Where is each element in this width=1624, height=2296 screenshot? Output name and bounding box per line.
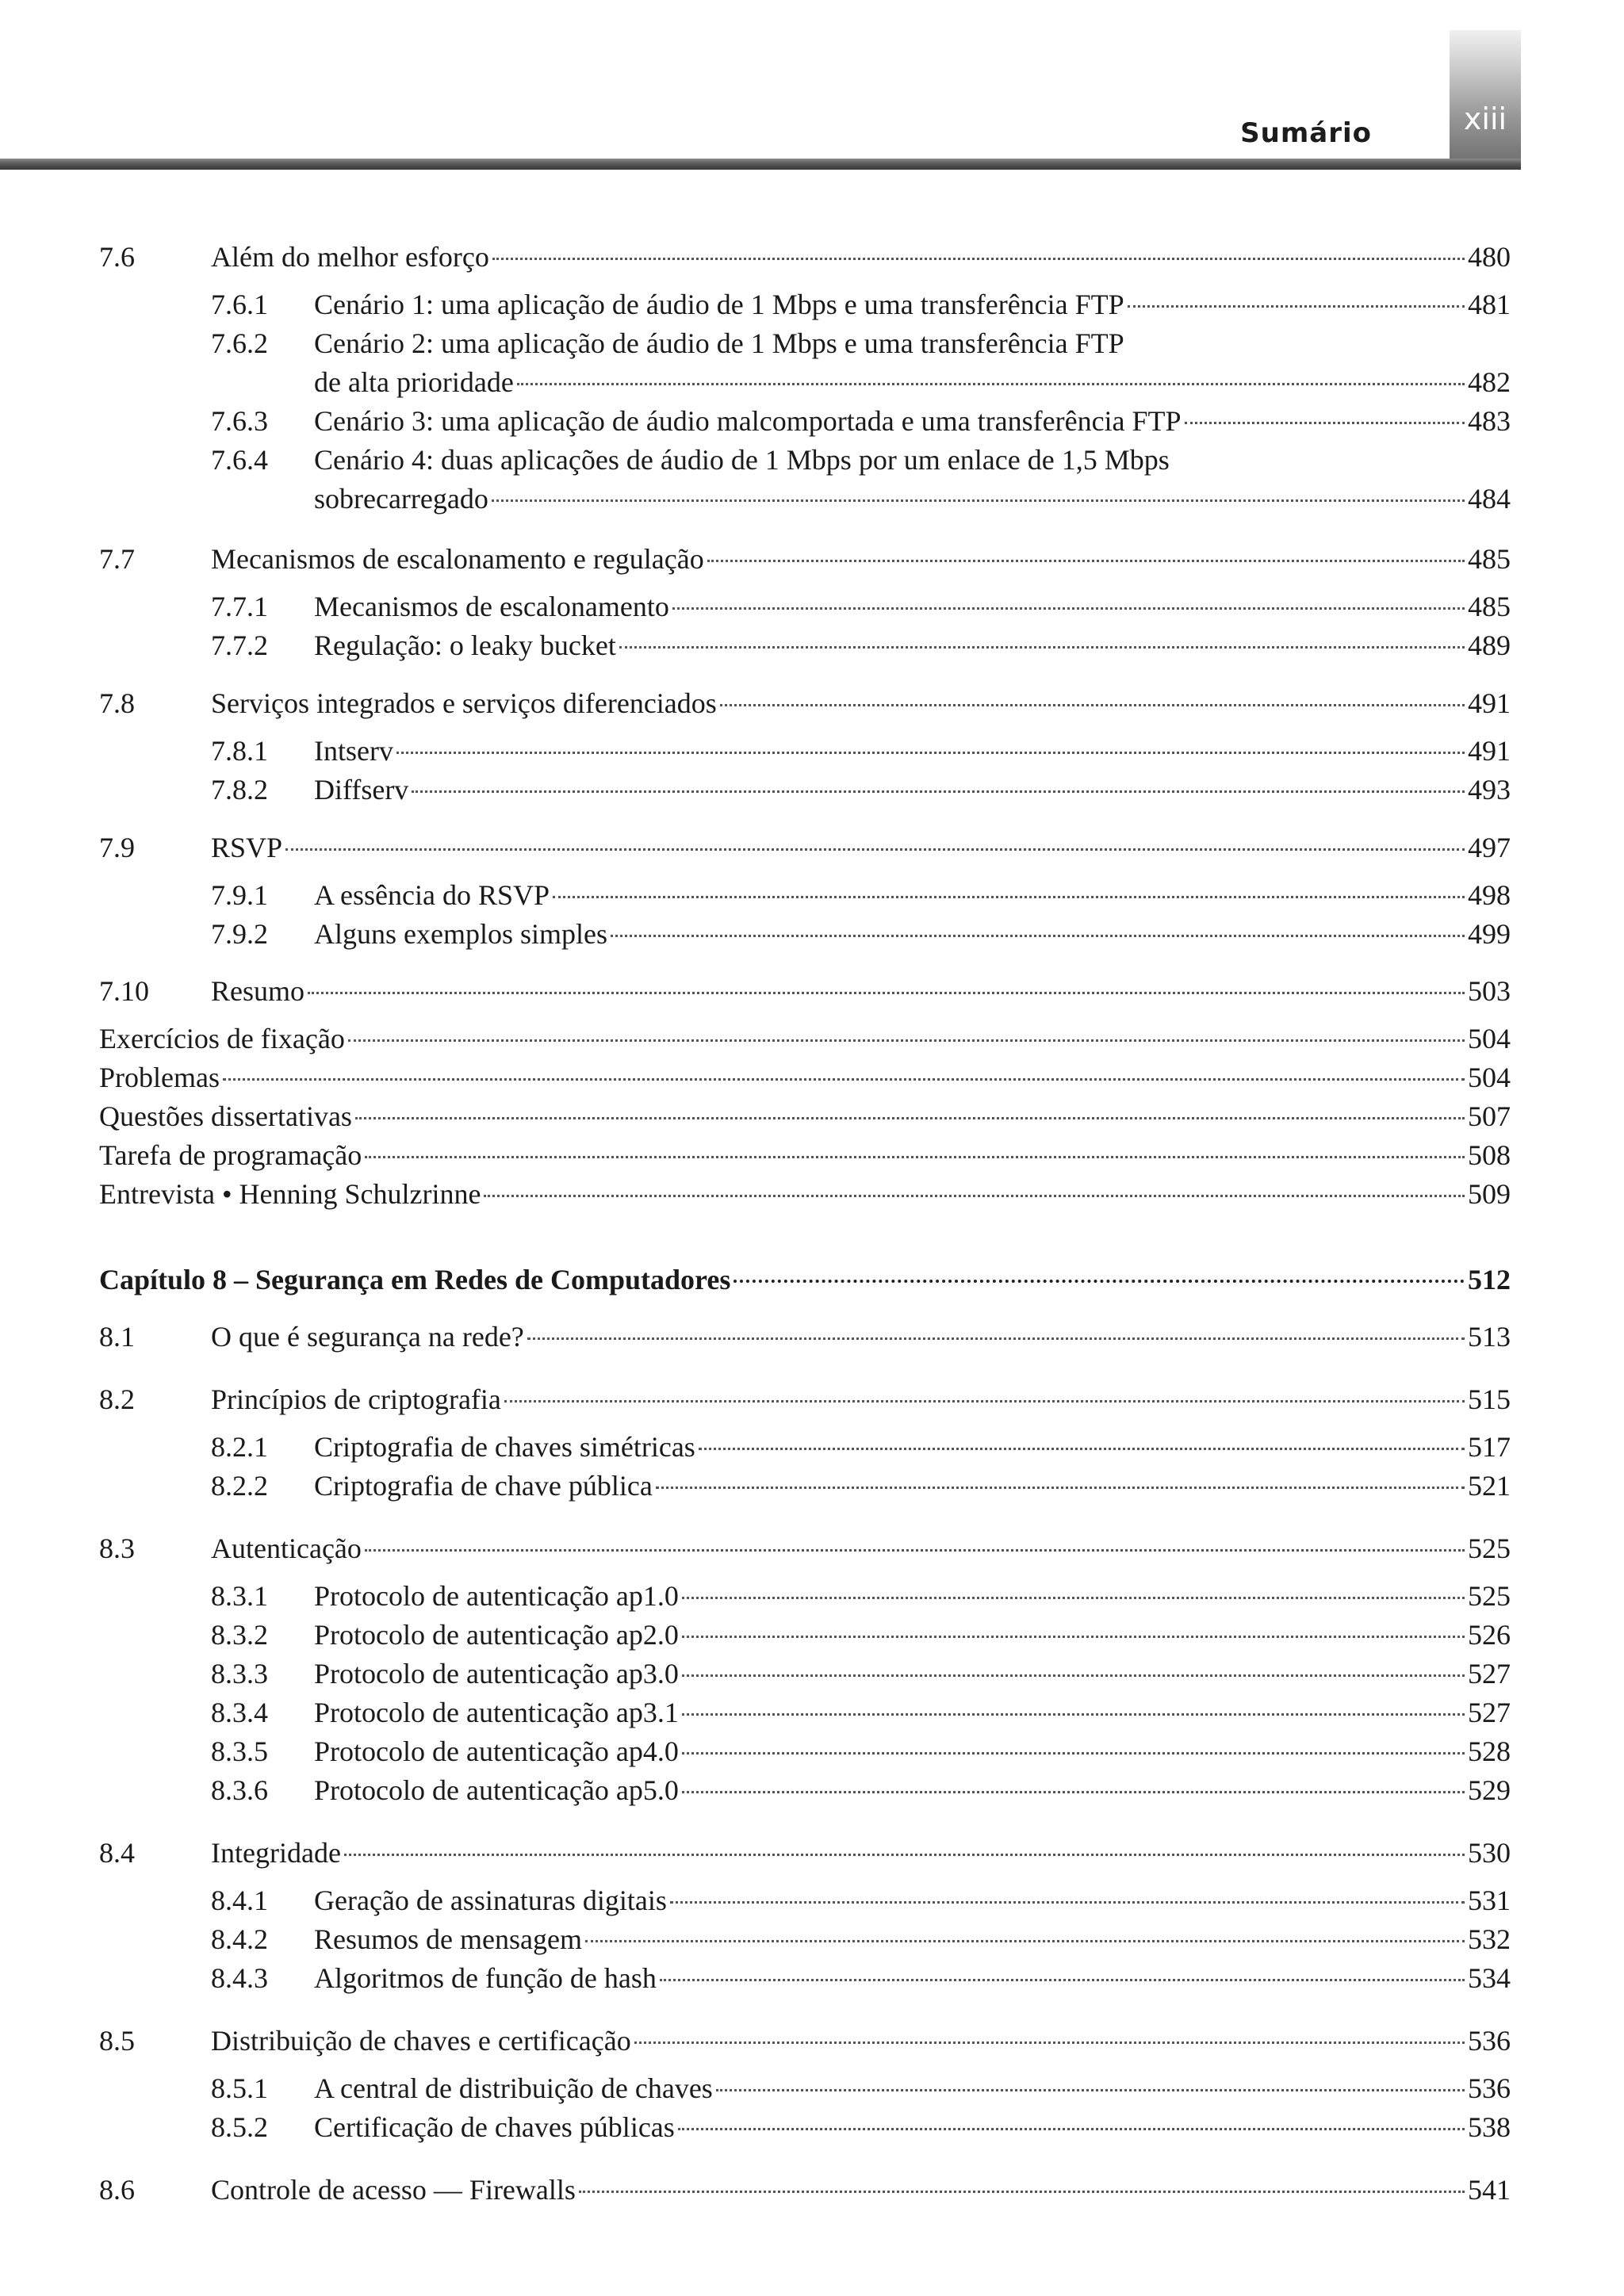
toc-page: 509	[1468, 1178, 1511, 1210]
toc-entry-7-6-3	[0, 402, 1511, 440]
toc-entry-8-3-6	[0, 1771, 1511, 1809]
dot-leader	[517, 382, 1465, 385]
toc-page: 504	[1468, 1062, 1511, 1093]
dot-leader	[660, 1978, 1465, 1981]
toc-number: 7.9.1	[211, 879, 268, 911]
toc-number: 8.4	[99, 1837, 135, 1869]
dot-leader	[223, 1077, 1465, 1081]
toc-page: 530	[1468, 1837, 1511, 1869]
dot-leader	[412, 790, 1465, 793]
toc-title: Diffserv	[314, 774, 409, 806]
toc-page: 499	[1468, 918, 1511, 950]
toc-title: O que é segurança na rede?	[211, 1321, 524, 1353]
toc-title: Cenário 2: uma aplicação de áudio de 1 Mbps e uma transferência FTP	[314, 327, 1124, 359]
toc-number: 7.6.3	[211, 405, 268, 437]
toc-page: 484	[1468, 483, 1511, 515]
dot-leader	[670, 1900, 1465, 1904]
toc-entry-8-4	[0, 1834, 1511, 1872]
toc-entry-8-1	[0, 1318, 1511, 1356]
toc-entry-8-3-3	[0, 1655, 1511, 1693]
toc-number: 7.6.1	[211, 289, 268, 320]
dot-leader	[553, 895, 1465, 898]
toc-number: 8.3	[99, 1533, 135, 1564]
dot-leader	[344, 1853, 1465, 1856]
dot-leader	[492, 499, 1465, 502]
toc-page: 528	[1468, 1735, 1511, 1767]
toc-page: 491	[1468, 735, 1511, 767]
dot-leader	[682, 1596, 1465, 1599]
toc-page: 534	[1468, 1962, 1511, 1994]
toc-page: 541	[1468, 2174, 1511, 2206]
toc-number: 7.9	[99, 832, 135, 863]
dot-leader	[1128, 304, 1465, 308]
toc-chapter-8	[0, 1261, 1511, 1299]
toc-title: Mecanismos de escalonamento	[314, 591, 669, 622]
toc-title: Questões dissertativas	[99, 1100, 352, 1132]
toc-number: 7.8.1	[211, 735, 268, 767]
toc-entry-7-8-1	[0, 732, 1511, 770]
toc-title: Protocolo de autenticação ap3.1	[314, 1697, 679, 1728]
dot-leader	[619, 645, 1465, 649]
toc-entry-8-2-1	[0, 1428, 1511, 1466]
toc-entry-8-3-1	[0, 1577, 1511, 1615]
toc-entry-8-3	[0, 1529, 1511, 1567]
running-header-title: Sumário	[1240, 117, 1372, 149]
toc-entry-8-2-2	[0, 1467, 1511, 1505]
toc-number: 7.6	[99, 241, 135, 273]
toc-page: 503	[1468, 975, 1511, 1007]
toc-entry-8-4-1	[0, 1881, 1511, 1919]
toc-page: 489	[1468, 629, 1511, 661]
toc-page: 521	[1468, 1470, 1511, 1502]
toc-entry-8-3-4	[0, 1693, 1511, 1732]
toc-title: Princípios de criptografia	[211, 1383, 501, 1415]
toc-page: 504	[1468, 1023, 1511, 1054]
toc-page: 507	[1468, 1100, 1511, 1132]
toc-page: 491	[1468, 687, 1511, 719]
toc-entry-8-4-2	[0, 1920, 1511, 1958]
toc-entry-8-4-3	[0, 1959, 1511, 1997]
toc-title: Entrevista • Henning Schulzrinne	[99, 1178, 481, 1210]
toc-number: 8.4.3	[211, 1962, 268, 1994]
toc-entry-8-5-1	[0, 2069, 1511, 2107]
toc-number: 8.3.5	[211, 1735, 268, 1767]
toc-title: Protocolo de autenticação ap3.0	[314, 1658, 679, 1689]
dot-leader	[504, 1399, 1465, 1402]
dot-leader	[682, 1674, 1465, 1677]
toc-number: 8.3.6	[211, 1774, 268, 1806]
toc-page: 493	[1468, 774, 1511, 806]
toc-entry-8-5	[0, 2022, 1511, 2060]
toc-page: 508	[1468, 1139, 1511, 1171]
toc-entry-7-10	[0, 972, 1511, 1010]
toc-entry-8-5-2	[0, 2108, 1511, 2146]
toc-entry-7-9	[0, 828, 1511, 867]
toc-title: Criptografia de chaves simétricas	[314, 1431, 695, 1463]
toc-page: 481	[1468, 289, 1511, 320]
toc-entry-entrevista	[0, 1175, 1511, 1213]
dot-leader	[656, 1486, 1465, 1489]
toc-page: 485	[1468, 591, 1511, 622]
dot-leader	[396, 751, 1465, 754]
toc-title: Resumo	[211, 975, 305, 1007]
toc-entry-7-6	[0, 238, 1511, 276]
toc-number: 8.3.4	[211, 1697, 268, 1728]
toc-title: Distribuição de chaves e certificação	[211, 2025, 631, 2057]
toc-number: 7.6.2	[211, 327, 268, 359]
toc-title: A central de distribuição de chaves	[314, 2072, 713, 2104]
toc-number: 8.2.1	[211, 1431, 268, 1463]
toc-entry-8-3-5	[0, 1732, 1511, 1770]
toc-page: 513	[1468, 1321, 1511, 1353]
toc-title: Geração de assinaturas digitais	[314, 1885, 667, 1916]
toc-title: Serviços integrados e serviços diferenciados	[211, 687, 717, 719]
dot-leader	[682, 1790, 1465, 1793]
toc-entry-7-6-2	[0, 324, 1511, 362]
toc-page: 517	[1468, 1431, 1511, 1463]
toc-page: 532	[1468, 1923, 1511, 1955]
toc-page: 531	[1468, 1885, 1511, 1916]
dot-leader	[492, 257, 1465, 260]
toc-number: 8.5.2	[211, 2111, 268, 2143]
toc-number: 7.7	[99, 543, 135, 575]
dot-leader	[308, 991, 1465, 994]
dot-leader	[634, 2041, 1465, 2044]
toc-title: Cenário 1: uma aplicação de áudio de 1 Mbps e uma transferência FTP	[314, 289, 1124, 320]
toc-entry-tarefa	[0, 1136, 1511, 1174]
toc-title: Certificação de chaves públicas	[314, 2111, 675, 2143]
toc-title: Regulação: o leaky bucket	[314, 629, 616, 661]
toc-title: RSVP	[211, 832, 283, 863]
toc-title: sobrecarregado	[314, 483, 488, 515]
toc-number: 8.3.3	[211, 1658, 268, 1689]
dot-leader	[672, 607, 1465, 610]
toc-title: Criptografia de chave pública	[314, 1470, 653, 1502]
toc-number: 8.5.1	[211, 2072, 268, 2104]
toc-page: 483	[1468, 405, 1511, 437]
toc-number: 7.8	[99, 687, 135, 719]
dot-leader	[611, 934, 1465, 937]
toc-entry-7-7	[0, 540, 1511, 578]
toc-page: 526	[1468, 1619, 1511, 1651]
toc-title: Intserv	[314, 735, 393, 767]
toc-number: 7.8.2	[211, 774, 268, 806]
dot-leader	[720, 703, 1465, 706]
dot-leader	[707, 559, 1465, 562]
toc-entry-7-6-1	[0, 285, 1511, 323]
toc-entry-7-8-2	[0, 771, 1511, 809]
toc-number: 7.6.4	[211, 444, 268, 476]
dot-leader	[585, 1939, 1465, 1942]
toc-page: 525	[1468, 1580, 1511, 1612]
toc-page: 527	[1468, 1658, 1511, 1689]
toc-number: 7.7.2	[211, 629, 268, 661]
toc-title: Além do melhor esforço	[211, 241, 489, 273]
dot-leader	[733, 1279, 1465, 1283]
toc-entry-7-7-1	[0, 587, 1511, 626]
dot-leader	[579, 2190, 1465, 2193]
toc-entry-exercicios	[0, 1020, 1511, 1058]
toc-entry-7-6-2-continued	[0, 363, 1511, 401]
toc-title: Problemas	[99, 1062, 220, 1093]
toc-entry-8-3-2	[0, 1616, 1511, 1654]
toc-page: 525	[1468, 1533, 1511, 1564]
toc-page: 498	[1468, 879, 1511, 911]
toc-chapter-title: Capítulo 8 – Segurança em Redes de Computadores	[99, 1264, 731, 1295]
toc-number: 8.5	[99, 2025, 135, 2057]
toc-page: 482	[1468, 366, 1511, 398]
toc-title: Protocolo de autenticação ap2.0	[314, 1619, 679, 1651]
toc-title: de alta prioridade	[314, 366, 514, 398]
dot-leader	[355, 1116, 1465, 1119]
toc-number: 8.4.1	[211, 1885, 268, 1916]
toc-title: Integridade	[211, 1837, 341, 1869]
toc-entry-questoes	[0, 1097, 1511, 1135]
toc-entry-7-6-4	[0, 441, 1511, 479]
dot-leader	[365, 1155, 1465, 1158]
toc-entry-7-9-2	[0, 915, 1511, 953]
toc-page: 536	[1468, 2025, 1511, 2057]
toc-title: Controle de acesso — Firewalls	[211, 2174, 576, 2206]
toc-title: Protocolo de autenticação ap1.0	[314, 1580, 679, 1612]
toc-title: A essência do RSVP	[314, 879, 550, 911]
dot-leader	[348, 1039, 1465, 1042]
toc-title: Cenário 4: duas aplicações de áudio de 1 Mbps por um enlace de 1,5 Mbps	[314, 444, 1170, 476]
toc-entry-7-9-1	[0, 876, 1511, 914]
page-number: xiii	[1463, 101, 1507, 136]
toc-entry-8-2	[0, 1380, 1511, 1418]
page-number-tab	[1450, 30, 1521, 170]
dot-leader	[484, 1194, 1465, 1197]
toc-page: 515	[1468, 1383, 1511, 1415]
toc-number: 8.2.2	[211, 1470, 268, 1502]
toc-title: Exercícios de fixação	[99, 1023, 345, 1054]
dot-leader	[678, 2127, 1465, 2130]
toc-number: 8.3.2	[211, 1619, 268, 1651]
dot-leader	[285, 848, 1465, 851]
dot-leader	[699, 1447, 1465, 1450]
toc-entry-problemas	[0, 1058, 1511, 1096]
toc-number: 8.4.2	[211, 1923, 268, 1955]
toc-page: 529	[1468, 1774, 1511, 1806]
toc-page: 536	[1468, 2072, 1511, 2104]
toc-page: 512	[1468, 1264, 1511, 1295]
toc-entry-8-6	[0, 2171, 1511, 2209]
toc-page: 497	[1468, 832, 1511, 863]
toc-number: 7.7.1	[211, 591, 268, 622]
dot-leader	[1185, 421, 1465, 424]
toc-title: Resumos de mensagem	[314, 1923, 582, 1955]
toc-entry-7-6-4-continued	[0, 480, 1511, 518]
toc-title: Protocolo de autenticação ap5.0	[314, 1774, 679, 1806]
dot-leader	[365, 1548, 1465, 1552]
toc-title: Alguns exemplos simples	[314, 918, 607, 950]
toc-number: 8.2	[99, 1383, 135, 1415]
toc-title: Algoritmos de função de hash	[314, 1962, 657, 1994]
header-rule	[0, 159, 1521, 170]
toc-title: Protocolo de autenticação ap4.0	[314, 1735, 679, 1767]
dot-leader	[527, 1337, 1465, 1340]
dot-leader	[682, 1635, 1465, 1638]
toc-title: Tarefa de programação	[99, 1139, 362, 1171]
toc-page: 485	[1468, 543, 1511, 575]
toc-number: 7.10	[99, 975, 149, 1007]
toc-entry-7-7-2	[0, 626, 1511, 664]
toc-title: Cenário 3: uma aplicação de áudio malcomportada e uma transferência FTP	[314, 405, 1182, 437]
toc-number: 7.9.2	[211, 918, 268, 950]
dot-leader	[682, 1751, 1465, 1755]
toc-number: 8.3.1	[211, 1580, 268, 1612]
toc-number: 8.1	[99, 1321, 135, 1353]
dot-leader	[682, 1712, 1465, 1716]
dot-leader	[716, 2088, 1465, 2091]
toc-page: 527	[1468, 1697, 1511, 1728]
toc-number: 8.6	[99, 2174, 135, 2206]
toc-title: Autenticação	[211, 1533, 362, 1564]
toc-entry-7-8	[0, 684, 1511, 722]
toc-page: 480	[1468, 241, 1511, 273]
toc-title: Mecanismos de escalonamento e regulação	[211, 543, 704, 575]
toc-page: 538	[1468, 2111, 1511, 2143]
